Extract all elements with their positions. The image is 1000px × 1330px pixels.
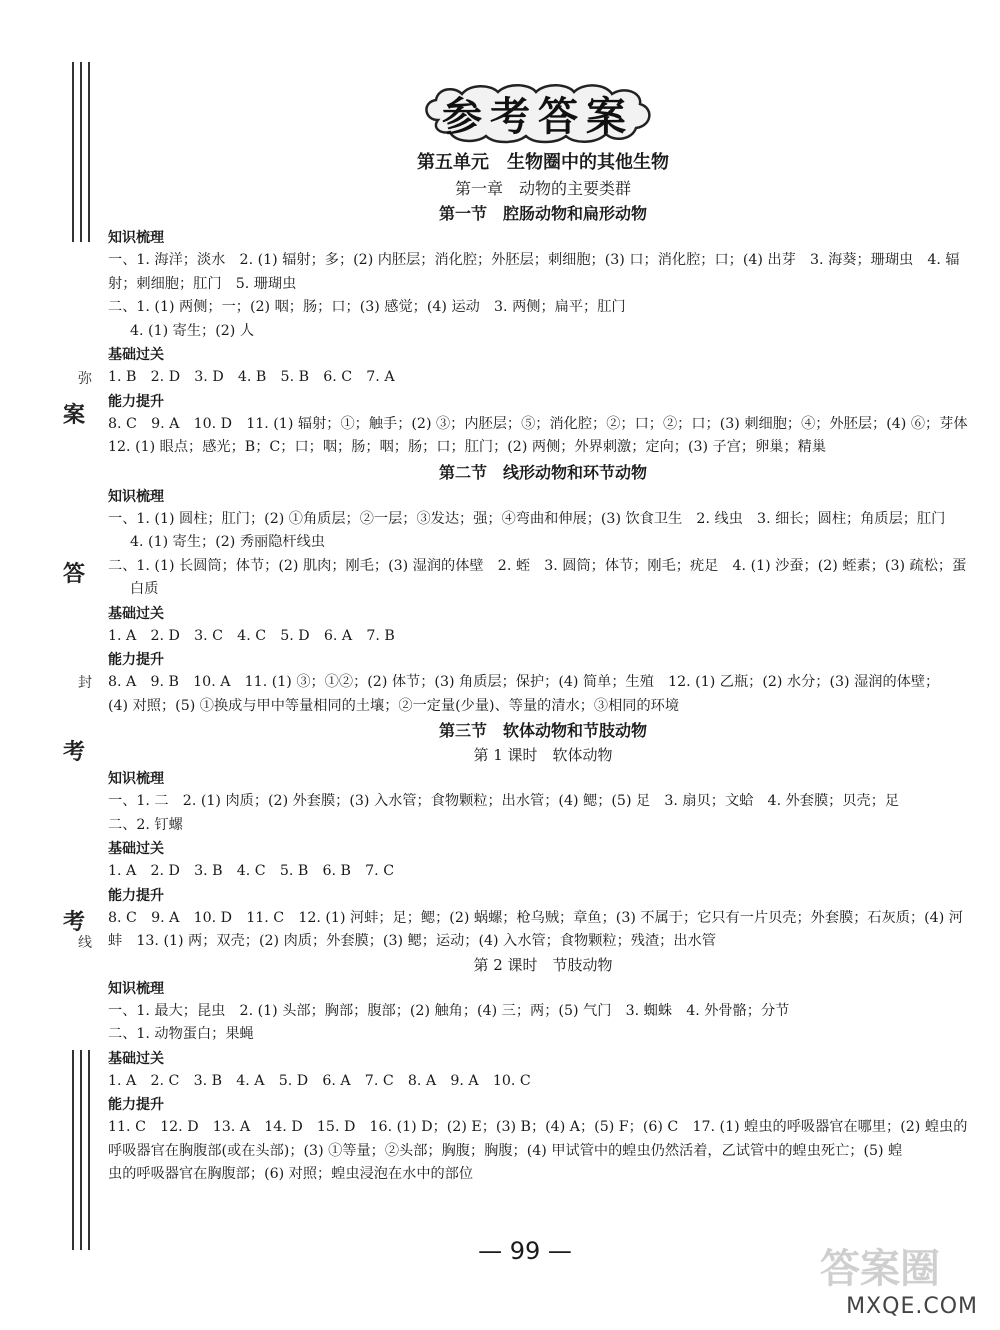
margin-label: 案 (62, 402, 85, 428)
lesson-title: 第 1 课时 软体动物 (473, 746, 613, 764)
category-heading: 知识梳理 (108, 230, 164, 246)
answer-line: 蚌 13. (1) 两；双壳；(2) 肉质；外套膜；(3) 鳃；运动；(4) 入水管；食物颗粒；残渣；出水管 (108, 933, 716, 949)
category-heading: 能力提升 (108, 652, 164, 668)
answer-line: 1. B 2. D 3. D 4. B 5. B 6. C 7. A (108, 369, 395, 385)
page-number: — 99 — (478, 1237, 572, 1265)
lesson-title: 第 2 课时 节肢动物 (473, 955, 613, 974)
banner-title: 参考答案 (442, 93, 634, 140)
section-title: 第一节 腔肠动物和扁形动物 (438, 204, 647, 223)
answer-line: 1. A 2. D 3. C 4. C 5. D 6. A 7. B (108, 627, 395, 644)
category-heading: 基础过关 (108, 1050, 164, 1067)
watermark-site: MXQE.COM (846, 1294, 978, 1319)
category-heading: 基础过关 (108, 347, 164, 363)
answer-line: 虫的呼吸器官在胸腹部；(6) 对照；蝗虫浸泡在水中的部位 (108, 1166, 474, 1182)
category-heading: 知识梳理 (108, 771, 164, 787)
margin-rule (88, 1050, 90, 1250)
margin-label: 考 (62, 909, 85, 935)
margin-seal-char: 封 (78, 675, 92, 691)
answer-line: 11. C 12. D 13. A 14. D 15. D 16. (1) D；(2) E；(3) B；(4) A；(5) F；(6) C 17. (1) 蝗虫的呼吸器官在哪里；(2) 蝗虫的 (108, 1119, 968, 1135)
answer-line: 一、1. 海洋；淡水 2. (1) 辐射；多；(2) 内胚层；消化腔；外胚层；刺细胞；(3) 口；消化腔；口；(4) 出芽 3. 海葵；珊瑚虫 4. 辐 (108, 252, 960, 268)
margin-rule (72, 1050, 74, 1250)
watermark-logo: 答案圈 (820, 1246, 940, 1292)
margin-rule (80, 62, 82, 242)
margin-label: 考 (62, 739, 85, 765)
category-heading: 能力提升 (108, 393, 164, 410)
answer-line: 8. C 9. A 10. D 11. (1) 辐射；①；触手；(2) ③；内胚层；⑤；消化腔；②；口；②；口；(3) 刺细胞；④；外胚层；(4) ⑥；芽体 (108, 415, 968, 432)
margin-rule (88, 62, 90, 242)
site-watermark (800, 1235, 990, 1325)
answer-line: 白质 (130, 581, 159, 597)
binding-margin (0, 0, 100, 1330)
answer-line: (4) 对照；(5) ①换成与甲中等量相同的土壤；②一定量(少量)、等量的清水；③相同的环境 (108, 697, 680, 714)
category-heading: 知识梳理 (108, 488, 164, 505)
category-heading: 基础过关 (108, 605, 164, 622)
chapter-title: 第一章 动物的主要类群 (454, 179, 631, 198)
section-title: 第三节 软体动物和节肢动物 (438, 721, 647, 740)
margin-seal-char: 弥 (78, 371, 92, 387)
answer-line: 1. A 2. D 3. B 4. C 5. B 6. B 7. C (108, 863, 395, 879)
answer-line: 一、1. 最大；昆虫 2. (1) 头部；胸部；腹部；(2) 触角；(4) 三；两；(5) 气门 3. 蜘蛛 4. 外骨骼；分节 (108, 1002, 790, 1019)
answer-line: 一、1. 二 2. (1) 肉质；(2) 外套膜；(3) 入水管；食物颗粒；出水管；(4) 鳃；(5) 足 3. 扇贝；文蛤 4. 外套膜；贝壳；足 (108, 793, 900, 809)
answer-line: 一、1. (1) 圆柱；肛门；(2) ①角质层；②一层；③发达；强；④弯曲和伸展；(3) 饮食卫生 2. 线虫 3. 细长；圆柱；角质层；肛门 (108, 510, 946, 527)
category-heading: 能力提升 (108, 887, 164, 904)
category-heading: 基础过关 (108, 841, 164, 857)
answer-banner (418, 80, 658, 146)
answer-line: 1. A 2. C 3. B 4. A 5. D 6. A 7. C 8. A 9. A 10. C (108, 1072, 531, 1089)
margin-seal-char: 线 (78, 935, 92, 951)
unit-title: 第五单元 生物圈中的其他生物 (417, 152, 669, 173)
margin-label: 答 (62, 561, 85, 587)
category-heading: 能力提升 (108, 1097, 164, 1113)
answer-content (108, 148, 978, 1187)
answer-line: 呼吸器官在胸腹部(或在头部)；(3) ①等量；②头部；胸腹；胸腹；(4) 甲试管中的蝗虫仍然活着，乙试管中的蝗虫死亡；(5) 蝗 (108, 1142, 903, 1159)
answer-line: 8. A 9. B 10. A 11. (1) ③；①②；(2) 体节；(3) 角质层；保护；(4) 简单；生殖 12. (1) 乙瓶；(2) 水分；(3) 湿润的体壁； (108, 674, 940, 690)
answer-line: 4. (1) 寄生；(2) 秀丽隐杆线虫 (130, 534, 325, 550)
margin-rule (72, 62, 74, 242)
answer-line: 射；刺细胞；肛门 5. 珊瑚虫 (108, 275, 297, 292)
answer-line: 二、1. 动物蛋白；果蝇 (108, 1026, 254, 1042)
margin-rule (80, 1050, 82, 1250)
answer-line: 二、1. (1) 两侧；一；(2) 咽；肠；口；(3) 感觉；(4) 运动 3. 两侧；扁平；肛门 (108, 299, 626, 315)
answer-line: 12. (1) 眼点；感光；B；C；口；咽；肠；咽；肠；口；肛门；(2) 两侧；外界刺激；定向；(3) 子宫；卵巢；精巢 (108, 439, 827, 455)
category-heading: 知识梳理 (108, 980, 164, 997)
answer-line: 二、1. (1) 长圆筒；体节；(2) 肌肉；刚毛；(3) 湿润的体壁 2. 蛭 3. 圆筒；体节；刚毛；疣足 4. (1) 沙蚕；(2) 蛭素；(3) 疏松；蛋 (108, 557, 967, 574)
answer-line: 8. C 9. A 10. D 11. C 12. (1) 河蚌；足；鳃；(2) 蜗螺；枪乌贼；章鱼；(3) 不属于；它只有一片贝壳；外套膜；石灰质；(4) 河 (108, 909, 963, 926)
section-title: 第二节 线形动物和环节动物 (438, 462, 647, 482)
answer-line: 4. (1) 寄生；(2) 人 (130, 322, 255, 339)
answer-line: 二、2. 钉螺 (108, 816, 183, 833)
